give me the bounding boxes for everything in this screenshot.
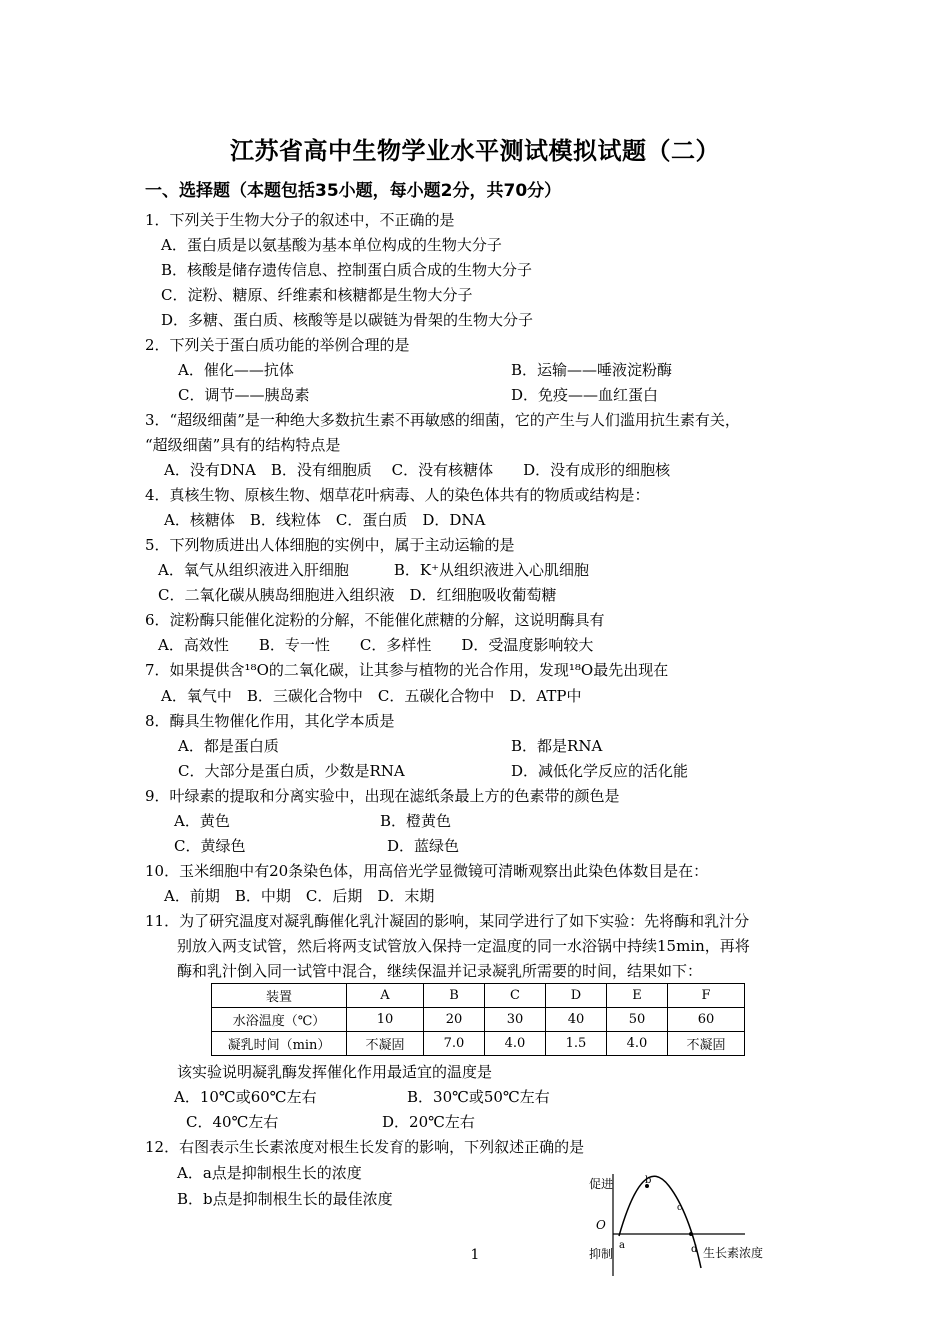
table-header-row xyxy=(212,984,745,1008)
q8-option-a: A．都是蛋白质 xyxy=(178,737,279,755)
question-7: 7．如果提供含¹⁸O的二氧化碳，让其参与植物的光合作用，发现¹⁸O最先出现在 xyxy=(145,661,669,679)
table-cell: 40 xyxy=(546,1008,607,1032)
table-cell: 50 xyxy=(607,1008,668,1032)
question-8: 8．酶具生物催化作用，其化学本质是 xyxy=(145,712,395,730)
page-number: 1 xyxy=(470,1247,480,1263)
table-cell: 10 xyxy=(347,1008,424,1032)
q12-option-b: B．b点是抑制根生长的最佳浓度 xyxy=(177,1190,393,1208)
table-cell: 水浴温度（℃） xyxy=(212,1008,347,1032)
q2-option-a: A．催化——抗体 xyxy=(178,361,294,379)
table-cell: 4.0 xyxy=(607,1032,668,1056)
label-promote: 促进 xyxy=(589,1177,614,1191)
table-header-cell: C xyxy=(485,984,546,1008)
table-cell: 60 xyxy=(668,1008,745,1032)
q8-option-d: D．减低化学反应的活化能 xyxy=(511,762,689,780)
section-heading: 一、选择题（本题包括35小题，每小题2分，共70分） xyxy=(145,181,562,201)
table-header-cell: 装置 xyxy=(212,984,347,1008)
page-title: 江苏省高中生物学业水平测试模拟试题（二） xyxy=(230,137,720,165)
q11-option-d: D．20℃左右 xyxy=(382,1113,475,1131)
table-cell: 30 xyxy=(485,1008,546,1032)
q9-option-a: A．黄色 xyxy=(174,812,230,830)
label-point-a: a xyxy=(619,1240,625,1251)
q4-options: A．核糖体 B．线粒体 C．蛋白质 D．DNA xyxy=(164,511,486,529)
question-6: 6．淀粉酶只能催化淀粉的分解，不能催化蔗糖的分解，这说明酶具有 xyxy=(145,611,605,629)
table-cell: 4.0 xyxy=(485,1032,546,1056)
table-row xyxy=(212,1032,745,1056)
question-3-cont: “超级细菌”具有的结构特点是 xyxy=(145,436,341,454)
question-9: 9．叶绿素的提取和分离实验中，出现在滤纸条最上方的色素带的颜色是 xyxy=(145,787,620,805)
table-header-cell: A xyxy=(347,984,424,1008)
q3-options: A．没有DNA B．没有细胞质 C．没有核糖体 D．没有成形的细胞核 xyxy=(164,461,671,479)
experiment-table xyxy=(211,983,745,1056)
q11-option-a: A．10℃或60℃左右 xyxy=(174,1088,317,1106)
table-cell: 20 xyxy=(424,1008,485,1032)
question-12: 12．右图表示生长素浓度对根生长发育的影响，下列叙述正确的是 xyxy=(145,1138,585,1156)
q7-options: A．氧气中 B．三碳化合物中 C．五碳化合物中 D．ATP中 xyxy=(161,687,582,705)
q1-option-b: B．核酸是储存遗传信息、控制蛋白质合成的生物大分子 xyxy=(161,261,533,279)
label-origin: O xyxy=(596,1218,606,1232)
question-2: 2．下列关于蛋白质功能的举例合理的是 xyxy=(145,336,410,354)
label-point-b: b xyxy=(645,1175,652,1186)
label-x-axis: 生长素浓度 xyxy=(703,1246,764,1260)
q2-option-b: B．运输——唾液淀粉酶 xyxy=(511,361,673,379)
label-inhibit: 抑制 xyxy=(589,1247,614,1261)
question-1: 1．下列关于生物大分子的叙述中，不正确的是 xyxy=(145,211,455,229)
table-cell: 不凝固 xyxy=(668,1032,745,1056)
question-4: 4．真核生物、原核生物、烟草花叶病毒、人的染色体共有的物质或结构是： xyxy=(145,486,650,504)
q10-options: A．前期 B．中期 C．后期 D．末期 xyxy=(164,887,435,905)
graph-point-d xyxy=(689,1232,693,1236)
q9-option-c: C．黄绿色 xyxy=(174,837,246,855)
label-point-c: c xyxy=(677,1203,683,1213)
q11-option-c: C．40℃左右 xyxy=(186,1113,279,1131)
q6-options: A．高效性 B．专一性 C．多样性 D．受温度影响较大 xyxy=(158,636,594,654)
question-11-cont1: 别放入两支试管，然后将两支试管放入保持一定温度的同一水浴锅中持续15min，再将 xyxy=(177,937,750,955)
table-header-cell: B xyxy=(424,984,485,1008)
q8-option-c: C．大部分是蛋白质，少数是RNA xyxy=(178,762,405,780)
q5-options-cd: C．二氧化碳从胰岛细胞进入组织液 D．红细胞吸收葡萄糖 xyxy=(158,586,557,604)
question-3: 3．“超级细菌”是一种绝大多数抗生素不再敏感的细菌，它的产生与人们滥用抗生素有关， xyxy=(145,411,740,429)
q11-option-b: B．30℃或50℃左右 xyxy=(407,1088,550,1106)
table-cell: 7.0 xyxy=(424,1032,485,1056)
table-cell: 凝乳时间（min） xyxy=(212,1032,347,1056)
q2-option-d: D．免疫——血红蛋白 xyxy=(511,386,659,404)
q2-option-c: C．调节——胰岛素 xyxy=(178,386,310,404)
table-header-cell: F xyxy=(668,984,745,1008)
q1-option-a: A．蛋白质是以氨基酸为基本单位构成的生物大分子 xyxy=(161,236,502,254)
q9-option-d: D．蓝绿色 xyxy=(387,837,460,855)
table-header-cell: E xyxy=(607,984,668,1008)
q5-options-ab: A．氧气从组织液进入肝细胞 B．K⁺从组织液进入心肌细胞 xyxy=(158,561,589,579)
question-11: 11．为了研究温度对凝乳酶催化乳汁凝固的影响，某同学进行了如下实验：先将酶和乳汁分 xyxy=(145,912,750,930)
question-10: 10．玉米细胞中有20条染色体，用高倍光学显微镜可清晰观察出此染色体数目是在： xyxy=(145,862,709,880)
question-11-stem: 该实验说明凝乳酶发挥催化作用最适宜的温度是 xyxy=(177,1063,493,1081)
q9-option-b: B．橙黄色 xyxy=(380,812,452,830)
table-header-cell: D xyxy=(546,984,607,1008)
table-row xyxy=(212,1008,745,1032)
question-5: 5．下列物质进出人体细胞的实例中，属于主动运输的是 xyxy=(145,536,515,554)
q1-option-c: C．淀粉、糖原、纤维素和核糖都是生物大分子 xyxy=(161,286,473,304)
q12-option-a: A．a点是抑制根生长的浓度 xyxy=(177,1164,362,1182)
label-point-d: d xyxy=(691,1244,698,1255)
q1-option-d: D．多糖、蛋白质、核酸等是以碳链为骨架的生物大分子 xyxy=(161,311,534,329)
table-cell: 1.5 xyxy=(546,1032,607,1056)
table-cell: 不凝固 xyxy=(347,1032,424,1056)
q8-option-b: B．都是RNA xyxy=(511,737,603,755)
question-11-cont2: 酶和乳汁倒入同一试管中混合，继续保温并记录凝乳所需要的时间，结果如下： xyxy=(177,962,703,980)
